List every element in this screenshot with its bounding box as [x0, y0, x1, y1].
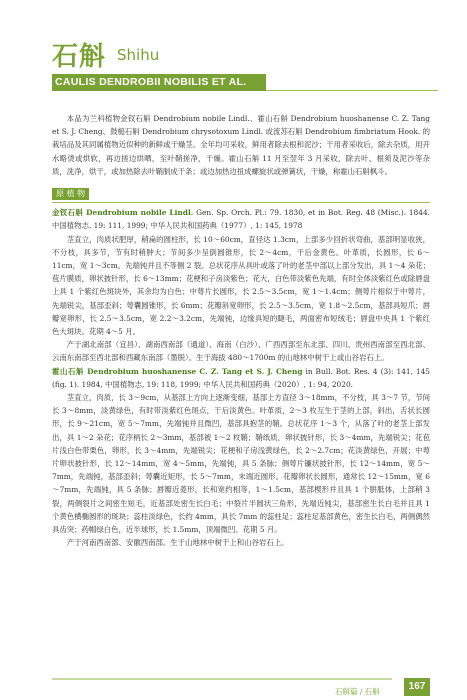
species-name: 霍山石斛 Dendrobium huoshanense C. Z. Tang et S. J. Cheng	[52, 366, 303, 376]
footer-rule	[52, 678, 392, 680]
species-entry	[52, 206, 430, 364]
section-rule	[52, 202, 430, 203]
species-description: 茎直立，肉质状肥厚，稍扁的圆柱形，长 10～60cm，直径达 1.3cm，上部多少回折状弯曲，基部明显收狭，不分枝，具多节，节有时稍肿大；节间多少呈倒圆锥形，长 2～4cm，干后金黄色。叶革质，长圆形，长 6～11cm，宽 1～3cm，先端钝并且不等侧 2 裂。总状花序从具叶或落了叶的老茎中部以上部分发出，具 1～4 朵花；苞片膜质，卵状披针形，长 6～13mm；花梗和子房淡紫色；花大，白色带淡紫色先端，有时全体淡紫红色或除唇盘上具 1 个紫红色斑块外，其余均为白色；中萼片长圆形，长 2.5～3.5cm，宽 1～1.4cm；侧萼片相似于中萼片，先端锐尖，基部歪斜；萼囊圆锥形，长 6mm；花瓣斜宽卵形，长 2.5～3.5cm，宽 1.8～2.5cm，基部具短爪；唇瓣宽卵形，长 2.5～3.5cm，宽 2.2～3.2cm，先端钝，边缘具短的睫毛，两面密布短绒毛；唇盘中央具 1 个紫红色大斑块。花期 4～5 月。	[52, 234, 430, 337]
header-rule	[266, 90, 438, 91]
page-header	[0, 0, 467, 98]
monograph-title-chinese: 石斛	[52, 42, 107, 72]
running-title: 石斛篇 / 石斛	[335, 687, 380, 696]
section-label: 原 植 物	[52, 188, 89, 200]
species-reference: in Bull. Bot. Res. 4 (3): 141, 145 (fig. 1). 1984, 中国植物志, 19: 118, 1999; 中华人民共和国药典（2020）, 1: 94, 2020.	[52, 366, 431, 389]
species-distribution: 产于湖北南部（宜昌）、湖南西南部（通道）、海南（白沙）、广西西部至东北部、四川、贵州西南部至西北部、云南东南部至西北部和西藏东南部（墨脱）。生于海拔 480～1700m 的山地林中树干上或山谷岩石上。	[52, 340, 430, 363]
species-heading	[52, 206, 430, 232]
page-footer	[0, 666, 467, 700]
section-original-plant	[52, 184, 430, 203]
intro-paragraph: 本品为兰科植物金钗石斛 Dendrobium nobile Lindl.、霍山石斛 Dendrobium huoshanense C. Z. Tang et S. J. Cheng、鼓槌石斛 Dendrobium chrysotoxum Lindl. 或流苏石斛 Dendrobium fimbriatum Hook. 的栽培品及其同属植物近似种的新鲜或干燥茎。全年均可采收，鲜用者除去根和泥沙；干用者采收后，除去杂质，用开水略烫或烘软，再边搓边烘晒，至叶鞘搓净，干燥。霍山石斛 11 月至翌年 3 月采收，除去叶、根须及泥沙等杂质，洗净，烘干，或加热除去叶鞘制成干条；或边加热边扭成螺旋状或弹簧状，干燥，称霍山石斛枫斗。	[52, 114, 430, 176]
species-entry	[52, 365, 430, 550]
species-description: 茎直立，肉质，长 3～9cm，从基部上方向上逐渐变细，基部上方直径 3～18mm，不分枝，具 3～7 节，节间长 3～8mm，淡黄绿色，有时带淡紫红色斑点，干后淡黄色。叶革质，2～3 枚互生于茎的上部，斜出，舌状长圆形，长 9～21cm，宽 5～7mm，先端钝并且微凹，基部具抱茎的鞘。总状花序 1～3 个，从落了叶的老茎上部发出，具 1～2 朵花；花序柄长 2～3mm，基部被 1～2 枚鞘；鞘纸质，卵状披针形，长 3～4mm，先端锐尖；花苞片浅白色带栗色，卵形，长 3～4mm，先端锐尖；花梗和子房浅黄绿色，长 2～2.7cm；花淡黄绿色，开展；中萼片卵状披针形，长 12～14mm，宽 4～5mm，先端钝，具 5 条脉；侧萼片镰状披针形，长 12～14mm，宽 5～7mm，先端钝，基部歪斜；萼囊近矩形，长 5～7mm，末端近圆形。花瓣卵状长圆形，通常长 12～15mm，宽 6～7mm，先端钝，具 5 条脉；唇瓣近菱形，长和宽约相等，1～1.5cm，基部楔形并且具 1 个胼胝体，上部稍 3 裂，两侧裂片之间密生短毛，近基部处密生长白毛；中裂片半圆状三角形，先端近钝尖，基部密生长白毛并且具 1 个黄色横椭圆形的斑块；蕊柱淡绿色，长约 4mm，具长 7mm 的蕊柱足；蕊柱足基部黄色，密生长白毛，两侧偶然具齿突；药帽绿白色，近半球形，长 1.5mm，顶端微凹。花期 5 月。	[52, 393, 430, 535]
monograph-body	[52, 112, 430, 550]
species-heading	[52, 365, 430, 391]
species-reference: Gen. Sp. Orch. Pl.: 79. 1830, et in Bot. Reg. 48 (Misc.). 1844. 中国植物志, 19: 111, 1999; 中华人民共和国药典（1977）, 1: 145, 1978	[52, 208, 430, 231]
monograph-title-pinyin: Shihu	[117, 46, 160, 64]
latin-name-band: CAULIS DENDROBII NOBILIS ET AL.	[52, 74, 266, 91]
page-number: 167	[404, 678, 430, 696]
species-distribution: 产于河南西南部、安徽西南部。生于山地林中树干上和山谷岩石上。	[66, 538, 289, 548]
species-name: 金钗石斛 Dendrobium nobile Lindl.	[52, 208, 194, 218]
